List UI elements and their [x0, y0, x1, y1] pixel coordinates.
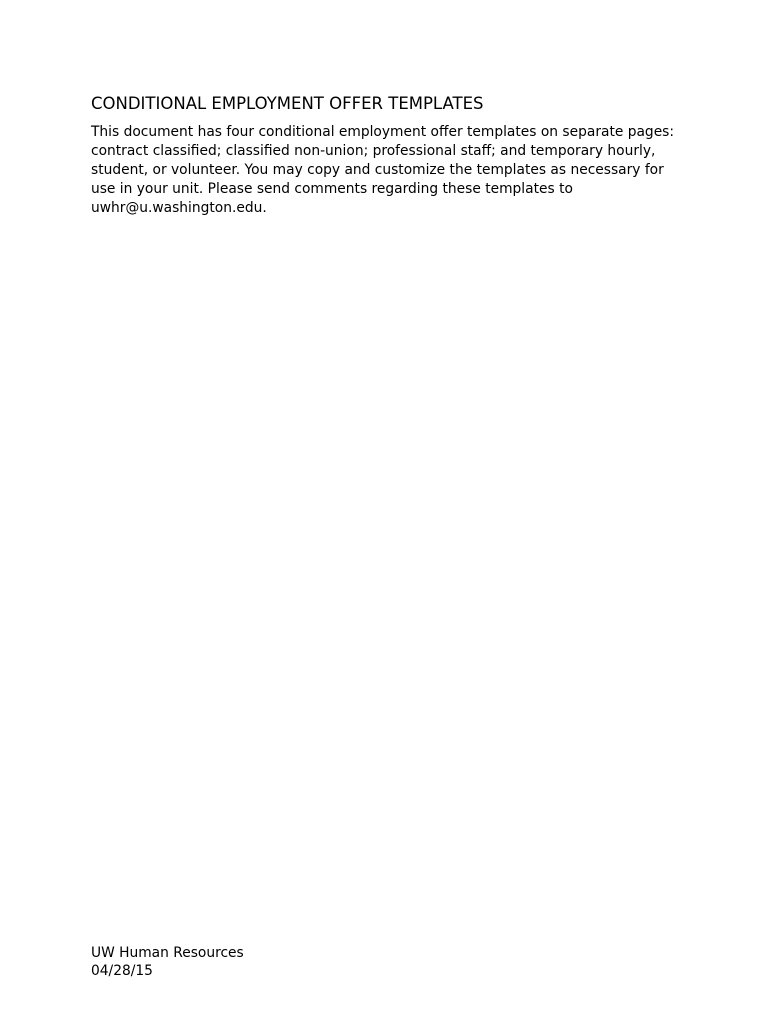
footer-date: 04/28/15: [91, 963, 153, 979]
intro-line-3: student, or volunteer. You may copy and customize the templates as necessary for: [91, 162, 664, 178]
document-title: CONDITIONAL EMPLOYMENT OFFER TEMPLATES: [91, 94, 484, 113]
intro-line-4: use in your unit. Please send comments regarding these templates to: [91, 181, 573, 197]
intro-line-2: contract classified; classified non-union; professional staff; and temporary hourly,: [91, 143, 656, 159]
intro-line-1: This document has four conditional employment offer templates on separate pages:: [91, 124, 675, 140]
intro-paragraph: [91, 123, 691, 218]
page-footer: [91, 944, 244, 980]
intro-line-5-email: uwhr@u.washington.edu.: [91, 200, 267, 216]
footer-organization: UW Human Resources: [91, 945, 244, 961]
